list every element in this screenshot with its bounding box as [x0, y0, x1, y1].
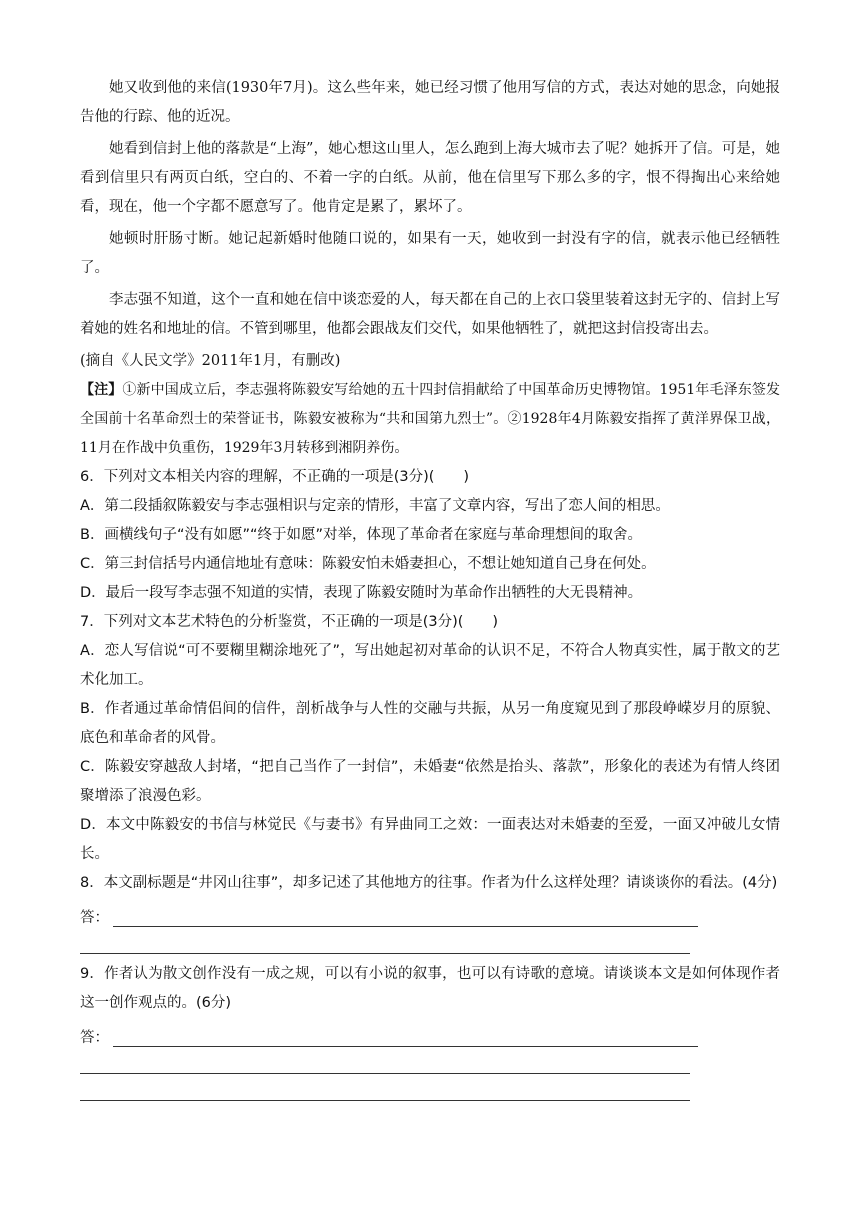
- question-9-answer-row[interactable]: [80, 1018, 780, 1047]
- question-7-option-d: D．本文中陈毅安的书信与林觉民《与妻书》有异曲同工之效：一面表达对未婚妻的至爱，一面又冲破儿女情长。: [80, 817, 780, 862]
- question-9-answer-row-2[interactable]: [80, 1047, 780, 1074]
- question-8-answer-row[interactable]: [80, 898, 780, 927]
- answer-line[interactable]: [113, 908, 698, 927]
- question-6-option-c: C．第三封信括号内通信地址有意味：陈毅安怕未婚妻担心，不想让她知道自己身在何处。: [80, 556, 656, 572]
- question-8-answer-row-2[interactable]: [80, 927, 780, 954]
- question-6-stem: 6．下列对文本相关内容的理解，不正确的一项是(3分)( ): [80, 469, 470, 485]
- question-6-option-b: B．画横线句子“没有如愿”“终于如愿”对举，体现了革命者在家庭与革命理想间的取舍。: [80, 527, 642, 543]
- passage-paragraph-2: 她看到信封上他的落款是“上海”，她心想这山里人，怎么跑到上海大城市去了呢？她拆开了信。可是，她看到信里只有两页白纸，空白的、不着一字的白纸。从前，他在信里写下那么多的字，恨不得掏出心来给她看，现在，他一个字都不愿意写了。他肯定是累了，累坏了。: [80, 141, 780, 215]
- passage-paragraph-3: 她顿时肝肠寸断。她记起新婚时他随口说的，如果有一天，她收到一封没有字的信，就表示他已经牺牲了。: [80, 231, 780, 276]
- question-6-option-a: A．第二段插叙陈毅安与李志强相识与定亲的情形，丰富了文章内容，写出了恋人间的相思。: [80, 498, 670, 514]
- question-8-answer-label: 答：: [80, 910, 109, 926]
- answer-line[interactable]: [113, 1028, 698, 1047]
- question-7-option-a: A．恋人写信说“可不要糊里糊涂地死了”，写出她起初对革命的认识不足，不符合人物真实性，属于散文的艺术化加工。: [80, 643, 780, 688]
- question-6-option-d: D．最后一段写李志强不知道的实情，表现了陈毅安随时为革命作出牺牲的大无畏精神。: [80, 585, 643, 601]
- document-page: [80, 74, 780, 1101]
- question-9-answer-label: 答：: [80, 1030, 109, 1046]
- question-8-stem: 8．本文副标题是“井冈山往事”，却多记述了其他地方的往事。作者为什么这样处理？请谈谈你的看法。(4分): [80, 875, 778, 891]
- annotation-note: [80, 376, 780, 463]
- passage-paragraph-1: 她又收到他的来信(1930年7月)。这么些年来，她已经习惯了他用写信的方式，表达对她的思念，向她报告他的行踪、他的近况。: [80, 80, 780, 125]
- note-text: ①新中国成立后，李志强将陈毅安写给她的五十四封信捐献给了中国革命历史博物馆。1951年毛泽东签发全国前十名革命烈士的荣誉证书，陈毅安被称为“共和国第九烈士”。②1928年4月陈毅安指挥了黄洋界保卫战，11月在作战中负重伤，1929年3月转移到湘阴养伤。: [80, 382, 780, 456]
- question-9-answer-row-3[interactable]: [80, 1074, 780, 1101]
- question-7-option-b: B．作者通过革命情侣间的信件，剖析战争与人性的交融与共振，从另一角度窥见到了那段峥嵘岁月的原貌、底色和革命者的风骨。: [80, 701, 780, 746]
- passage-source: (摘自《人民文学》2011年1月，有删改): [80, 353, 341, 369]
- answer-line[interactable]: [80, 935, 690, 954]
- question-7-option-c: C．陈毅安穿越敌人封堵，“把自己当作了一封信”，未婚妻“依然是抬头、落款”，形象化的表述为有情人终团聚增添了浪漫色彩。: [80, 759, 780, 804]
- question-7-stem: 7．下列对文本艺术特色的分析鉴赏，不正确的一项是(3分)( ): [80, 614, 499, 630]
- answer-line[interactable]: [80, 1055, 690, 1074]
- note-tag: 【注】: [80, 382, 123, 398]
- question-9-stem: 9．作者认为散文创作没有一成之规，可以有小说的叙事，也可以有诗歌的意境。请谈谈本文是如何体现作者这一创作观点的。(6分): [80, 966, 780, 1011]
- answer-line[interactable]: [80, 1082, 690, 1101]
- passage-paragraph-4: 李志强不知道，这个一直和她在信中谈恋爱的人，每天都在自己的上衣口袋里装着这封无字的、信封上写着她的姓名和地址的信。不管到哪里，他都会跟战友们交代，如果他牺牲了，就把这封信投寄出去。: [80, 292, 780, 337]
